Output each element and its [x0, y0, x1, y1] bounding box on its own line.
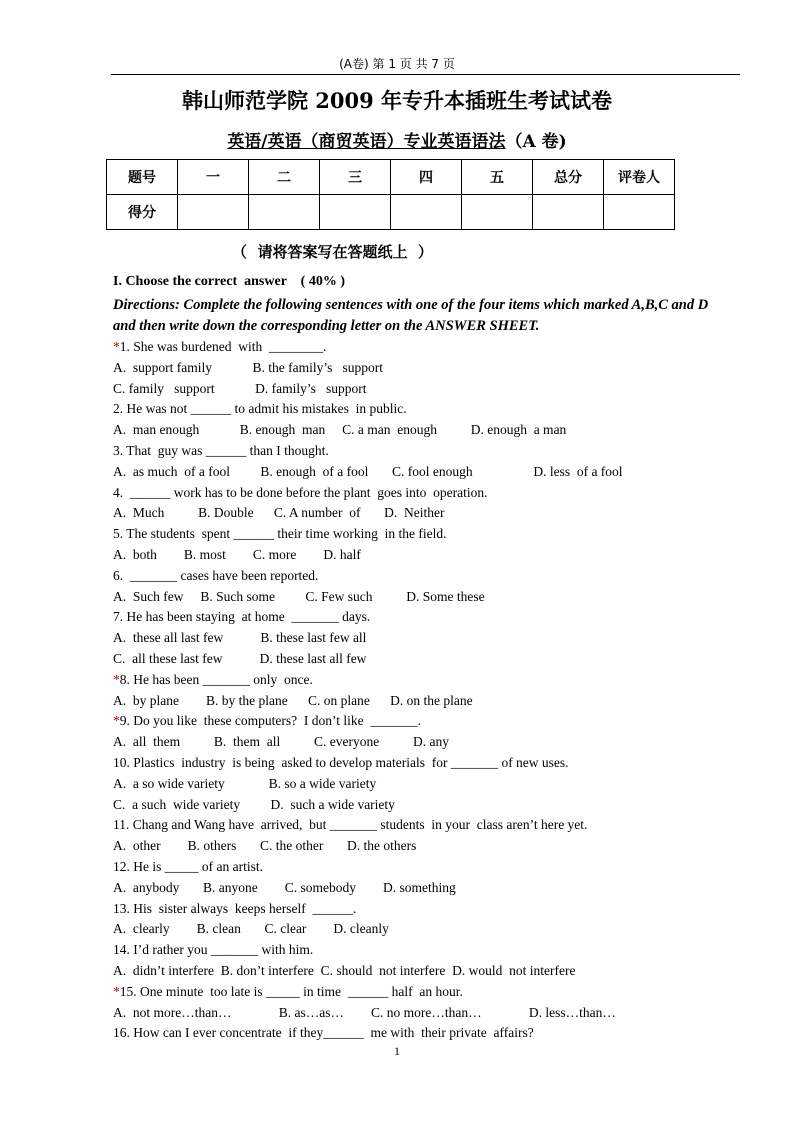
score-table-cell: 得分 — [107, 195, 178, 230]
line-text: C. family support D. family’s support — [113, 380, 367, 396]
question-line — [113, 899, 356, 919]
answer-options — [113, 795, 395, 815]
question-line — [113, 940, 313, 960]
line-text: C. all these last few D. these last all few — [113, 651, 367, 666]
score-table-cell — [320, 195, 391, 230]
score-table-cell: 评卷人 — [604, 160, 675, 195]
line-text: 9. Do you like these computers? I don’t like _______. — [119, 713, 421, 729]
score-table-cell — [533, 195, 604, 230]
question-line — [113, 753, 569, 773]
line-text: C. a such wide variety D. such a wide variety — [113, 796, 395, 812]
line-text: 13. His sister always keeps herself ______. — [113, 900, 357, 916]
line-text: 5. The students spent ______ their time working in the field. — [113, 526, 447, 542]
answer-options — [113, 878, 456, 898]
score-table-cell: 题号 — [107, 160, 178, 195]
line-text: A. man enough B. enough man C. a man enough D. enough a man — [113, 422, 567, 438]
line-text: A. anybody B. anyone C. somebody D. something — [113, 879, 456, 895]
section-title: I. Choose the correct answer ( 40% ) — [113, 274, 345, 289]
line-text: A. these all last few B. these last few all — [113, 630, 367, 646]
score-table-cell — [249, 195, 320, 230]
line-text: A. Much B. Double C. A number of D. Neither — [113, 505, 445, 521]
directions: Directions: Complete the following sentences with one of the four items which marked A,B,C and D and then write down the corresponding letter on the ANSWER SHEET. — [113, 297, 709, 334]
answer-options — [113, 628, 366, 648]
subtitle-paper: （A 卷) — [505, 132, 567, 152]
line-text: 16. How can I ever concentrate if they______ me with their private affairs? — [113, 1025, 534, 1041]
line-text: A. didn’t interfere B. don’t interfere C. should not interfere D. would not interfere — [113, 963, 576, 978]
line-text: A. other B. others C. the other D. the others — [113, 838, 417, 854]
score-table-cell — [391, 195, 462, 230]
answer-options — [113, 649, 366, 669]
question-line — [113, 815, 587, 835]
question-line — [113, 711, 421, 731]
question-line — [113, 857, 263, 877]
answer-options — [113, 587, 485, 607]
line-text: 7. He has been staying at home _______ days. — [113, 609, 371, 625]
line-text: A. a so wide variety B. so a wide variety — [113, 775, 377, 791]
line-text: 8. He has been _______ only once. — [119, 671, 313, 687]
question-line — [113, 1023, 534, 1043]
score-table-cell: 二 — [249, 160, 320, 195]
score-table-cell: 五 — [462, 160, 533, 195]
question-line — [113, 607, 370, 627]
answer-options — [113, 919, 389, 939]
line-text: A. by plane B. by the plane C. on plane D. on the plane — [113, 692, 473, 708]
page-number: 1 — [394, 1044, 400, 1058]
score-table-score-row — [107, 195, 675, 230]
answer-options — [113, 420, 566, 440]
line-text: 11. Chang and Wang have arrived, but _______ students in your class aren’t here yet. — [113, 817, 588, 833]
line-text: 2. He was not ______ to admit his mistakes in public. — [113, 401, 407, 417]
line-text: A. support family B. the family’s support — [113, 359, 383, 375]
answer-options — [113, 503, 444, 523]
line-text: A. not more…than… B. as…as… C. no more…than… D. less…than… — [113, 1004, 616, 1020]
score-table-cell — [604, 195, 675, 230]
page-header: (A卷) 第 1 页 共 7 页 — [339, 57, 455, 71]
answer-options — [113, 358, 383, 378]
answer-options — [113, 732, 449, 752]
line-text: A. as much of a fool B. enough of a fool C. fool enough D. less of a fool — [113, 463, 623, 479]
answer-options — [113, 691, 473, 711]
exam-title: 韩山师范学院 2009 年专升本插班生考试试卷 — [181, 88, 613, 113]
answer-sheet-notice: （ 请将答案写在答题纸上 ） — [232, 243, 433, 261]
question-line — [113, 566, 318, 586]
asterisk-mark: * — [113, 671, 120, 687]
exam-subtitle — [0, 127, 794, 152]
header-rule — [111, 74, 740, 75]
asterisk-mark: * — [113, 339, 120, 354]
line-text: 6. _______ cases have been reported. — [113, 567, 319, 583]
score-table — [106, 159, 675, 230]
subtitle-course: 英语/英语（商贸英语）专业英语语法 — [227, 132, 506, 152]
score-table-cell: 一 — [178, 160, 249, 195]
score-table-cell: 总分 — [533, 160, 604, 195]
line-text: 3. That guy was ______ than I thought. — [113, 443, 329, 458]
line-text: 15. One minute too late is _____ in time ______ half an hour. — [119, 983, 463, 999]
question-line — [113, 441, 329, 461]
line-text: 10. Plastics industry is being asked to develop materials for _______ of new uses. — [113, 755, 569, 770]
line-text: 1. She was burdened with ________. — [119, 339, 327, 354]
score-table-cell: 四 — [391, 160, 462, 195]
question-line — [113, 982, 463, 1002]
score-table-header-row — [107, 160, 675, 195]
line-text: 12. He is _____ of an artist. — [113, 859, 263, 874]
line-text: A. both B. most C. more D. half — [113, 547, 361, 562]
answer-options — [113, 462, 623, 482]
answer-options — [113, 1003, 616, 1023]
answer-options — [113, 961, 576, 981]
line-text: A. clearly B. clean C. clear D. cleanly — [113, 921, 389, 937]
answer-options — [113, 774, 376, 794]
question-line — [113, 337, 326, 357]
question-line — [113, 399, 407, 419]
score-table-cell: 三 — [320, 160, 391, 195]
question-line — [113, 524, 446, 544]
asterisk-mark: * — [113, 713, 120, 729]
score-table-cell — [178, 195, 249, 230]
question-line — [113, 483, 488, 503]
answer-options — [113, 836, 416, 856]
line-text: A. all them B. them all C. everyone D. any — [113, 734, 449, 750]
score-table-cell — [462, 195, 533, 230]
question-line — [113, 670, 313, 690]
answer-options — [113, 545, 361, 565]
line-text: 14. I’d rather you _______ with him. — [113, 942, 314, 958]
asterisk-mark: * — [113, 983, 120, 999]
line-text: A. Such few B. Such some C. Few such D. Some these — [113, 588, 485, 604]
answer-options — [113, 379, 367, 399]
line-text: 4. ______ work has to be done before the plant goes into operation. — [113, 484, 488, 500]
